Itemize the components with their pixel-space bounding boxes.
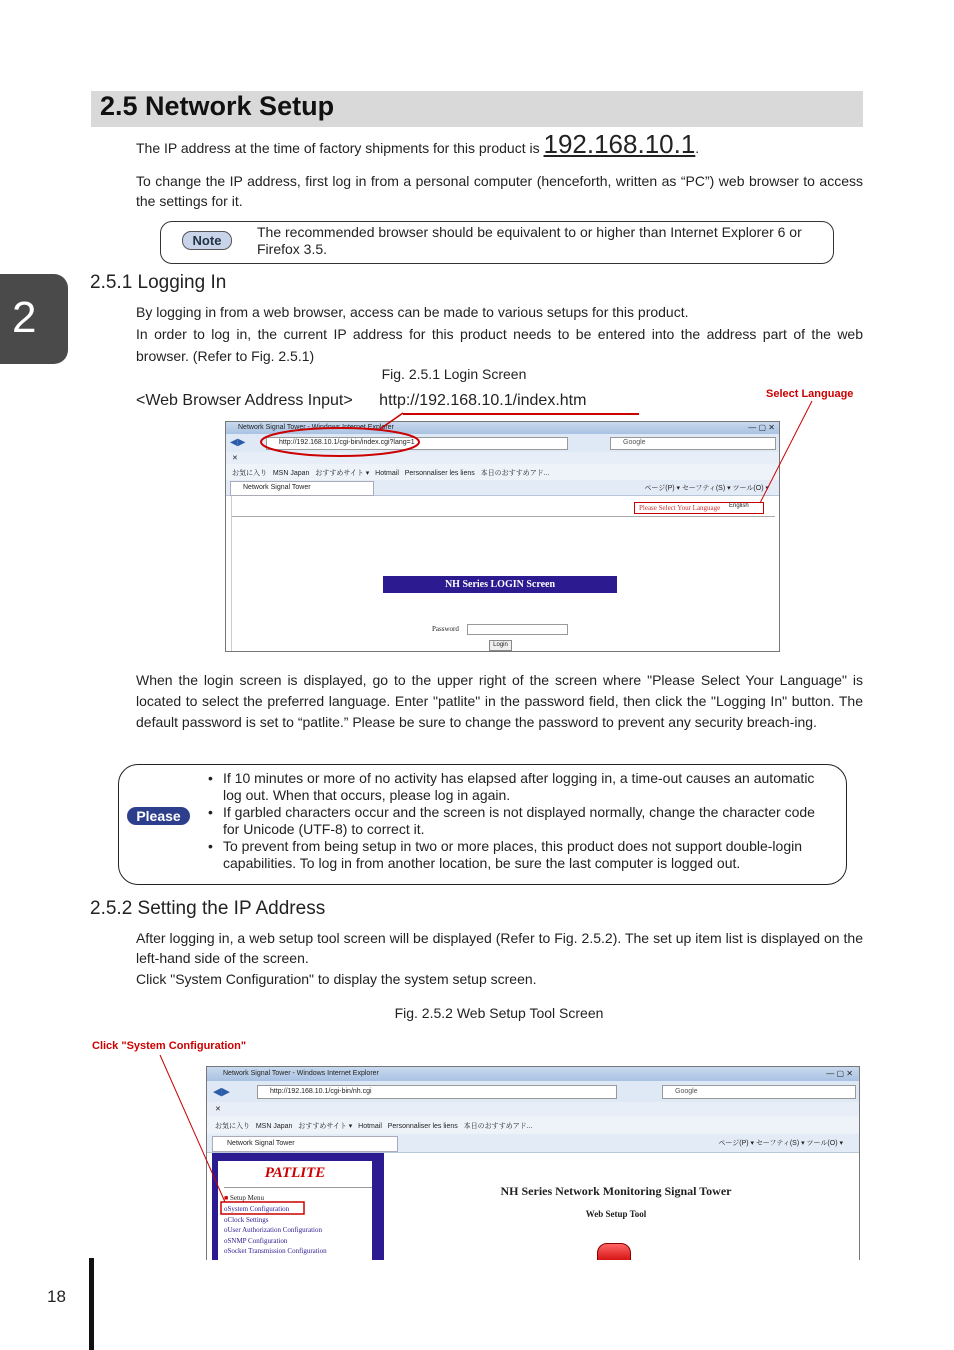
- password-label: Password: [432, 625, 459, 633]
- intro-ip-period: .: [695, 140, 700, 156]
- close-icon[interactable]: ✕: [215, 1106, 221, 1113]
- select-language-callout: Select Language: [766, 388, 854, 400]
- menu-item-clock-settings[interactable]: oClock Settings: [224, 1216, 269, 1224]
- note-text: The recommended browser should be equivalent to or higher than Internet Explorer 6 or Firefox 3.5.: [257, 224, 802, 257]
- tab-title: Network Signal Tower: [227, 1140, 295, 1147]
- login-paragraph-1: By logging in from a web browser, access can be made to various setups for this product.: [136, 304, 689, 320]
- address-input-url: http://192.168.10.1/index.htm: [379, 392, 587, 409]
- login-instructions: When the login screen is displayed, go to the upper right of the screen where "Please Select Your Language" is located to select the preferred language. Enter "patlite" in the password field, then click the "Logging In" button. The default password is set to “patlite.” Please be sure to change the password to prevent any security breach-ing.: [136, 672, 863, 730]
- chapter-number: 2: [12, 293, 37, 342]
- intro-paragraph: To change the IP address, first log in from a personal computer (henceforth, written as “PC”) web browser to access the settings for it.: [136, 173, 863, 209]
- underline-leader: [380, 413, 403, 429]
- language-prompt: Please Select Your Language: [639, 504, 721, 512]
- window-controls-icon[interactable]: — ▢ ✕: [826, 1069, 853, 1078]
- patlite-logo: PATLITE: [264, 1165, 326, 1181]
- menu-item-socket-transmission[interactable]: oSocket Transmission Configuration: [224, 1247, 327, 1255]
- figure-caption-login: Fig. 2.5.1 Login Screen: [381, 366, 527, 382]
- login-title-banner: NH Series LOGIN Screen: [383, 576, 617, 593]
- fav-item[interactable]: おすすめサイト ▾: [298, 1123, 353, 1130]
- footer-rule: [89, 1258, 94, 1350]
- close-icon[interactable]: ✕: [232, 455, 238, 462]
- please-item: • To prevent from being setup in two or more places, this product does not support double-login capabilities. To log in from another location, be sure the last computer is logged out.: [208, 838, 802, 871]
- menu-item-label: Socket Transmission Configuration: [227, 1247, 327, 1255]
- menu-item-label: User Authorization Configuration: [227, 1226, 322, 1234]
- ip-paragraph-2: Click "System Configuration" to display the system setup screen.: [136, 971, 537, 987]
- menu-item-user-authorization[interactable]: oUser Authorization Configuration: [224, 1226, 322, 1234]
- factory-ip-address: 192.168.10.1: [543, 129, 696, 159]
- fav-item[interactable]: Personnaliser les liens: [387, 1123, 458, 1130]
- fav-item[interactable]: Hotmail: [358, 1123, 382, 1130]
- back-forward-icon[interactable]: ◀▶: [230, 437, 246, 448]
- fav-item[interactable]: 本日のおすすめアド...: [480, 470, 550, 477]
- figure-caption-setup: Fig. 2.5.2 Web Setup Tool Screen: [394, 1005, 604, 1021]
- tab-title: Network Signal Tower: [243, 484, 311, 491]
- toolbar-menus[interactable]: ページ(P) ▾ セーフティ(S) ▾ ツール(O) ▾: [644, 485, 769, 492]
- address-highlight-ellipse: [261, 428, 419, 456]
- intro-ip-text: The IP address at the time of factory shipments for this product is: [136, 140, 540, 156]
- window-controls-icon[interactable]: — ▢ ✕: [748, 423, 775, 432]
- please-item-text: If 10 minutes or more of no activity has elapsed after logging in, a time-out causes an automatic log out. When that occurs, please log in again.: [223, 770, 815, 803]
- main-title: NH Series Network Monitoring Signal Tower: [500, 1184, 732, 1198]
- window-title: Network Signal Tower - Windows Internet Explorer: [238, 424, 394, 431]
- menu-item-label: SNMP Configuration: [227, 1237, 288, 1245]
- toolbar-menus[interactable]: ページ(P) ▾ セーフティ(S) ▾ ツール(O) ▾: [718, 1140, 843, 1147]
- click-callout-leader: [160, 1055, 225, 1202]
- page-number: 18: [47, 1287, 66, 1306]
- address-input-label: <Web Browser Address Input>: [136, 392, 353, 409]
- fav-item[interactable]: MSN Japan: [272, 470, 310, 477]
- subsection-heading-logging-in: 2.5.1 Logging In: [90, 272, 227, 293]
- address-bar-text: http://192.168.10.1/cgi-bin/nh.cgi: [270, 1088, 372, 1095]
- fav-item[interactable]: 本日のおすすめアド...: [463, 1123, 533, 1130]
- login-button[interactable]: Login: [489, 640, 512, 651]
- back-forward-icon[interactable]: ◀▶: [213, 1086, 230, 1098]
- menu-item-system-configuration[interactable]: oSystem Configuration: [224, 1205, 290, 1213]
- fav-item[interactable]: MSN Japan: [255, 1123, 293, 1130]
- select-language-leader: [760, 401, 812, 503]
- menu-item-label: Clock Settings: [227, 1216, 269, 1224]
- please-list: [208, 770, 828, 872]
- search-engine-text: Google: [675, 1088, 698, 1095]
- fav-item[interactable]: Personnaliser les liens: [404, 470, 475, 477]
- language-dropdown[interactable]: English: [729, 503, 749, 509]
- window-title: Network Signal Tower - Windows Internet Explorer: [223, 1070, 379, 1077]
- please-item: • If garbled characters occur and the screen is not displayed normally, change the character code for Unicode (UTF-8) to correct it.: [208, 804, 815, 837]
- please-badge: Please: [127, 807, 190, 825]
- menu-item-label: System Configuration: [227, 1205, 290, 1213]
- menu-title-text: Setup Menu: [229, 1194, 265, 1202]
- search-engine-text: Google: [623, 439, 646, 446]
- setup-figure-annotations: [0, 1030, 954, 1260]
- menu-title: ■ Setup Menu: [224, 1194, 265, 1202]
- note-badge: Note: [182, 231, 232, 250]
- subsection-heading-ip: 2.5.2 Setting the IP Address: [90, 898, 326, 919]
- ip-paragraph-1: After logging in, a web setup tool screen will be displayed (Refer to Fig. 2.5.2). The set up item list is displayed on the left-hand side of the screen.: [136, 930, 863, 966]
- fav-item[interactable]: おすすめサイト ▾: [315, 470, 370, 477]
- menu-item-snmp[interactable]: oSNMP Configuration: [224, 1237, 288, 1245]
- main-subtitle: Web Setup Tool: [585, 1209, 647, 1219]
- system-config-highlight: [221, 1202, 304, 1214]
- please-item-text: To prevent from being setup in two or more places, this product does not support double-login capabilities. To log in from another location, be sure the last computer is logged out.: [223, 838, 802, 871]
- section-title: 2.5 Network Setup: [100, 91, 335, 121]
- fav-item[interactable]: お気に入り: [232, 470, 267, 477]
- please-item: • If 10 minutes or more of no activity has elapsed after logging in, a time-out causes an automatic log out. When that occurs, please log in again.: [208, 770, 815, 803]
- address-bar-text: http://192.168.10.1/cgi-bin/index.cgi?lang=1: [279, 439, 415, 446]
- fav-item[interactable]: お気に入り: [215, 1123, 250, 1130]
- fav-item[interactable]: Hotmail: [375, 470, 399, 477]
- login-paragraph-2: In order to log in, the current IP address for this product needs to be entered into the address part of the web browser. (Refer to Fig. 2.5.1): [136, 326, 863, 364]
- please-item-text: If garbled characters occur and the screen is not displayed normally, change the character code for Unicode (UTF-8) to correct it.: [223, 804, 815, 837]
- click-system-config-callout: Click "System Configuration": [92, 1040, 247, 1052]
